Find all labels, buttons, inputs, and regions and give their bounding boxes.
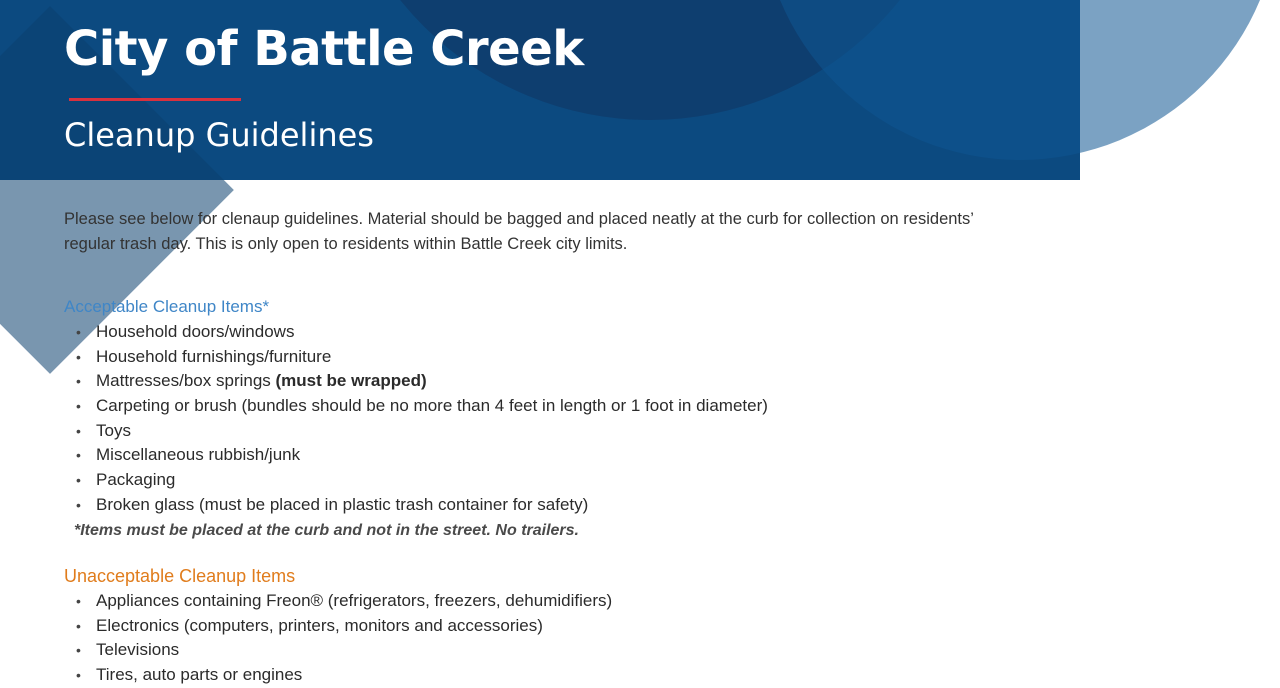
list-item-text: Mattresses/box springs — [96, 371, 276, 391]
bullet-icon: • — [76, 617, 81, 634]
bullet-icon: • — [76, 472, 81, 489]
list-item — [64, 468, 768, 493]
list-item-text: Miscellaneous rubbish/junk — [96, 445, 301, 465]
bullet-icon: • — [76, 348, 81, 365]
list-item — [64, 320, 768, 345]
list-item-text: Packaging — [96, 470, 176, 490]
bullet-icon: • — [76, 447, 81, 464]
bullet-icon: • — [76, 422, 81, 439]
bullet-icon: • — [76, 593, 81, 609]
bullet-icon: • — [76, 324, 81, 340]
list-item-text: Tires, auto parts or engines — [96, 665, 303, 685]
list-item — [64, 345, 768, 370]
acceptable-items-heading: Acceptable Cleanup Items* — [64, 297, 270, 316]
list-item — [64, 369, 768, 394]
list-item-text: Household furnishings/furniture — [96, 346, 332, 366]
list-item — [64, 443, 768, 468]
list-item-text: Electronics (computers, printers, monitors and accessories) — [96, 615, 543, 635]
list-item — [64, 419, 768, 444]
bullet-icon: • — [76, 496, 81, 513]
list-item — [64, 493, 768, 518]
list-item — [64, 638, 612, 663]
intro-paragraph: Please see below for clenaup guidelines. Material should be bagged and placed neatly at the curb for collection on residents’ regular trash day. This is only open to residents within Battle Creek city limits. — [64, 210, 974, 253]
list-item-text: Televisions — [96, 640, 180, 660]
title-divider — [69, 98, 241, 101]
bullet-icon: • — [76, 373, 81, 390]
page-title: City of Battle Creek — [64, 21, 584, 77]
page-subtitle: Cleanup Guidelines — [64, 116, 374, 154]
bullet-icon: • — [76, 667, 81, 684]
list-item — [64, 614, 612, 639]
list-item-emphasis: (must be wrapped) — [275, 371, 427, 391]
list-item-text: Carpeting or brush (bundles should be no more than 4 feet in length or 1 foot in diameter) — [96, 396, 768, 416]
acceptable-items-footnote: *Items must be placed at the curb and not in the street. No trailers. — [74, 522, 579, 539]
list-item-text: Household doors/windows — [96, 322, 295, 341]
list-item-text: Toys — [96, 420, 131, 440]
bullet-icon: • — [76, 398, 81, 415]
header-banner — [0, 0, 1080, 180]
decorative-shape — [760, 0, 1280, 160]
list-item — [64, 663, 612, 688]
list-item — [64, 394, 768, 419]
list-item-text: Appliances containing Freon® (refrigerators, freezers, dehumidifiers) — [96, 591, 613, 610]
acceptable-items-list — [64, 320, 768, 518]
list-item — [64, 589, 612, 614]
list-item-text: Broken glass (must be placed in plastic trash container for safety) — [96, 494, 589, 514]
unacceptable-items-heading: Unacceptable Cleanup Items — [64, 566, 296, 586]
unacceptable-items-list — [64, 589, 612, 688]
bullet-icon: • — [76, 642, 81, 659]
